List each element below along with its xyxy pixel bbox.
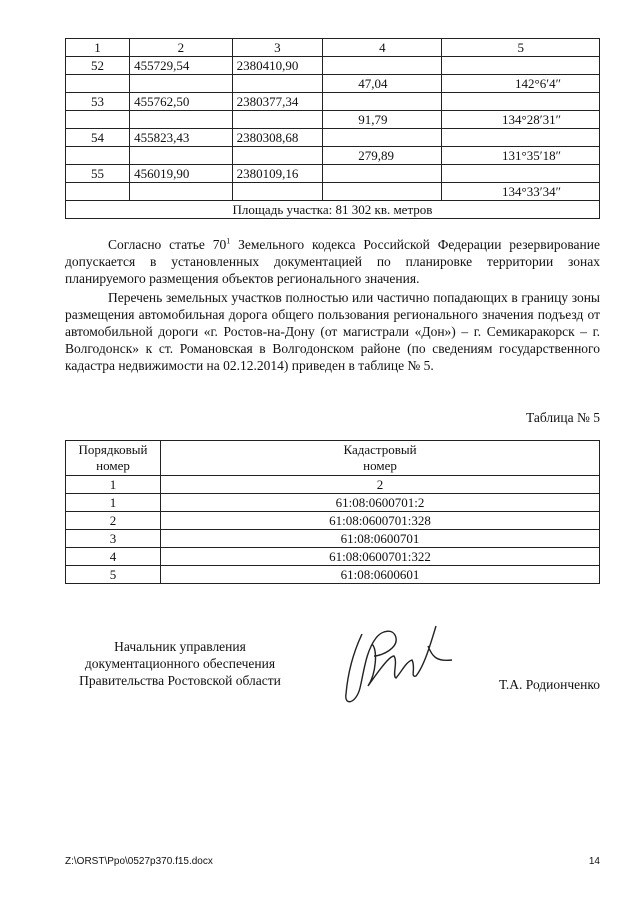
paragraph-reservation [65, 236, 600, 287]
signatory-title-line: Правительства Ростовской области [79, 673, 281, 688]
coord-y: 2380308,68 [232, 129, 323, 147]
cadastral-number: 61:08:0600701 [161, 530, 600, 548]
table-row [66, 57, 600, 75]
column-index: 2 [161, 476, 600, 494]
point-number: 55 [66, 165, 130, 183]
header-cell: 4 [323, 39, 442, 57]
angle-cell [442, 165, 600, 183]
angle-cell: 131°35′18″ [442, 147, 600, 165]
table-row [66, 183, 600, 201]
plot-area: Площадь участка: 81 302 кв. метров [66, 201, 600, 219]
point-number: 52 [66, 57, 130, 75]
table-header-row [66, 39, 600, 57]
table-row [66, 512, 600, 530]
ordinal-number: 3 [66, 530, 161, 548]
point-number [66, 147, 130, 165]
para2-text: Перечень земельных участков полностью или частично попадающих в границу зоны размещения автомобильная дорога общего пользования регионального значения подъезд от автомобильной дороги «г. Ростов-на-Дону (от магистрали «Дон») – г. Семикаракорск – г. Волгодонск» к ст. Романовская в Волгодонском районе (по сведениям государственного кадастра недвижимости на 02.12.2014) приведен в таблице № 5. [65, 290, 600, 373]
table-row [66, 147, 600, 165]
coord-y [232, 75, 323, 93]
cadastral-table [65, 440, 600, 584]
length-cell [323, 183, 442, 201]
point-number [66, 183, 130, 201]
para1-text-start: Согласно статье 70 [108, 237, 227, 252]
table-header-row [66, 441, 600, 476]
cadastral-number: 61:08:0600601 [161, 566, 600, 584]
cadastral-number: 61:08:0600701:2 [161, 494, 600, 512]
coord-y: 2380377,34 [232, 93, 323, 111]
handwritten-signature [332, 616, 462, 711]
angle-cell: 134°28′31″ [442, 111, 600, 129]
coord-x [130, 111, 233, 129]
header-cadastral-line1: Кадастровый [343, 442, 417, 457]
length-cell: 91,79 [323, 111, 442, 129]
ordinal-number: 2 [66, 512, 161, 530]
ordinal-number: 4 [66, 548, 161, 566]
header-cadastral [161, 441, 600, 476]
header-cell: 1 [66, 39, 130, 57]
point-number: 54 [66, 129, 130, 147]
table-row [66, 93, 600, 111]
coord-x: 456019,90 [130, 165, 233, 183]
table-row [66, 111, 600, 129]
table-row [66, 165, 600, 183]
angle-cell [442, 93, 600, 111]
header-ordinal-line1: Порядковый [78, 442, 148, 457]
para1-text-end: Земельного кодекса Российской Федерации резервирование допускается в установленных документацией по планировке территории зонах планируемого размещения объектов регионального значения. [65, 237, 600, 286]
point-number [66, 111, 130, 129]
point-number: 53 [66, 93, 130, 111]
header-ordinal [66, 441, 161, 476]
column-index: 1 [66, 476, 161, 494]
length-cell [323, 57, 442, 75]
signatory-title-line: документационного обеспечения [84, 656, 276, 671]
header-cell: 2 [130, 39, 233, 57]
header-cell: 3 [232, 39, 323, 57]
table-row [66, 75, 600, 93]
length-cell: 279,89 [323, 147, 442, 165]
length-cell [323, 129, 442, 147]
point-number [66, 75, 130, 93]
coord-x: 455823,43 [130, 129, 233, 147]
page-number: 14 [588, 856, 600, 867]
coordinates-table [65, 38, 600, 219]
coord-x [130, 75, 233, 93]
coord-y [232, 147, 323, 165]
signatory-title [65, 638, 295, 689]
angle-cell [442, 57, 600, 75]
coord-x: 455729,54 [130, 57, 233, 75]
table-caption: Таблица № 5 [526, 410, 600, 425]
table-row [66, 530, 600, 548]
cadastral-number: 61:08:0600701:328 [161, 512, 600, 530]
column-index-row [66, 476, 600, 494]
table-row [66, 566, 600, 584]
coord-x [130, 147, 233, 165]
coord-x: 455762,50 [130, 93, 233, 111]
coord-y: 2380109,16 [232, 165, 323, 183]
angle-cell: 134°33′34″ [442, 183, 600, 201]
header-ordinal-line2: номер [96, 458, 130, 473]
ordinal-number: 1 [66, 494, 161, 512]
length-cell [323, 93, 442, 111]
table-row [66, 494, 600, 512]
table-row [66, 548, 600, 566]
signatory-title-line: Начальник управления [114, 639, 246, 654]
angle-cell [442, 129, 600, 147]
length-cell [323, 165, 442, 183]
paragraph-land-list [65, 289, 600, 374]
article-superscript: 1 [226, 236, 231, 246]
angle-cell: 142°6′4″ [442, 75, 600, 93]
length-cell: 47,04 [323, 75, 442, 93]
table-row [66, 129, 600, 147]
coord-y [232, 111, 323, 129]
coord-y: 2380410,90 [232, 57, 323, 75]
header-cell: 5 [442, 39, 600, 57]
signatory-name: Т.А. Родионченко [499, 677, 600, 692]
footer-file-path: Z:\ORST\Ppo\0527p370.f15.docx [65, 856, 213, 867]
cadastral-number: 61:08:0600701:322 [161, 548, 600, 566]
header-cadastral-line2: номер [363, 458, 397, 473]
area-row [66, 201, 600, 219]
coord-y [232, 183, 323, 201]
coord-x [130, 183, 233, 201]
ordinal-number: 5 [66, 566, 161, 584]
